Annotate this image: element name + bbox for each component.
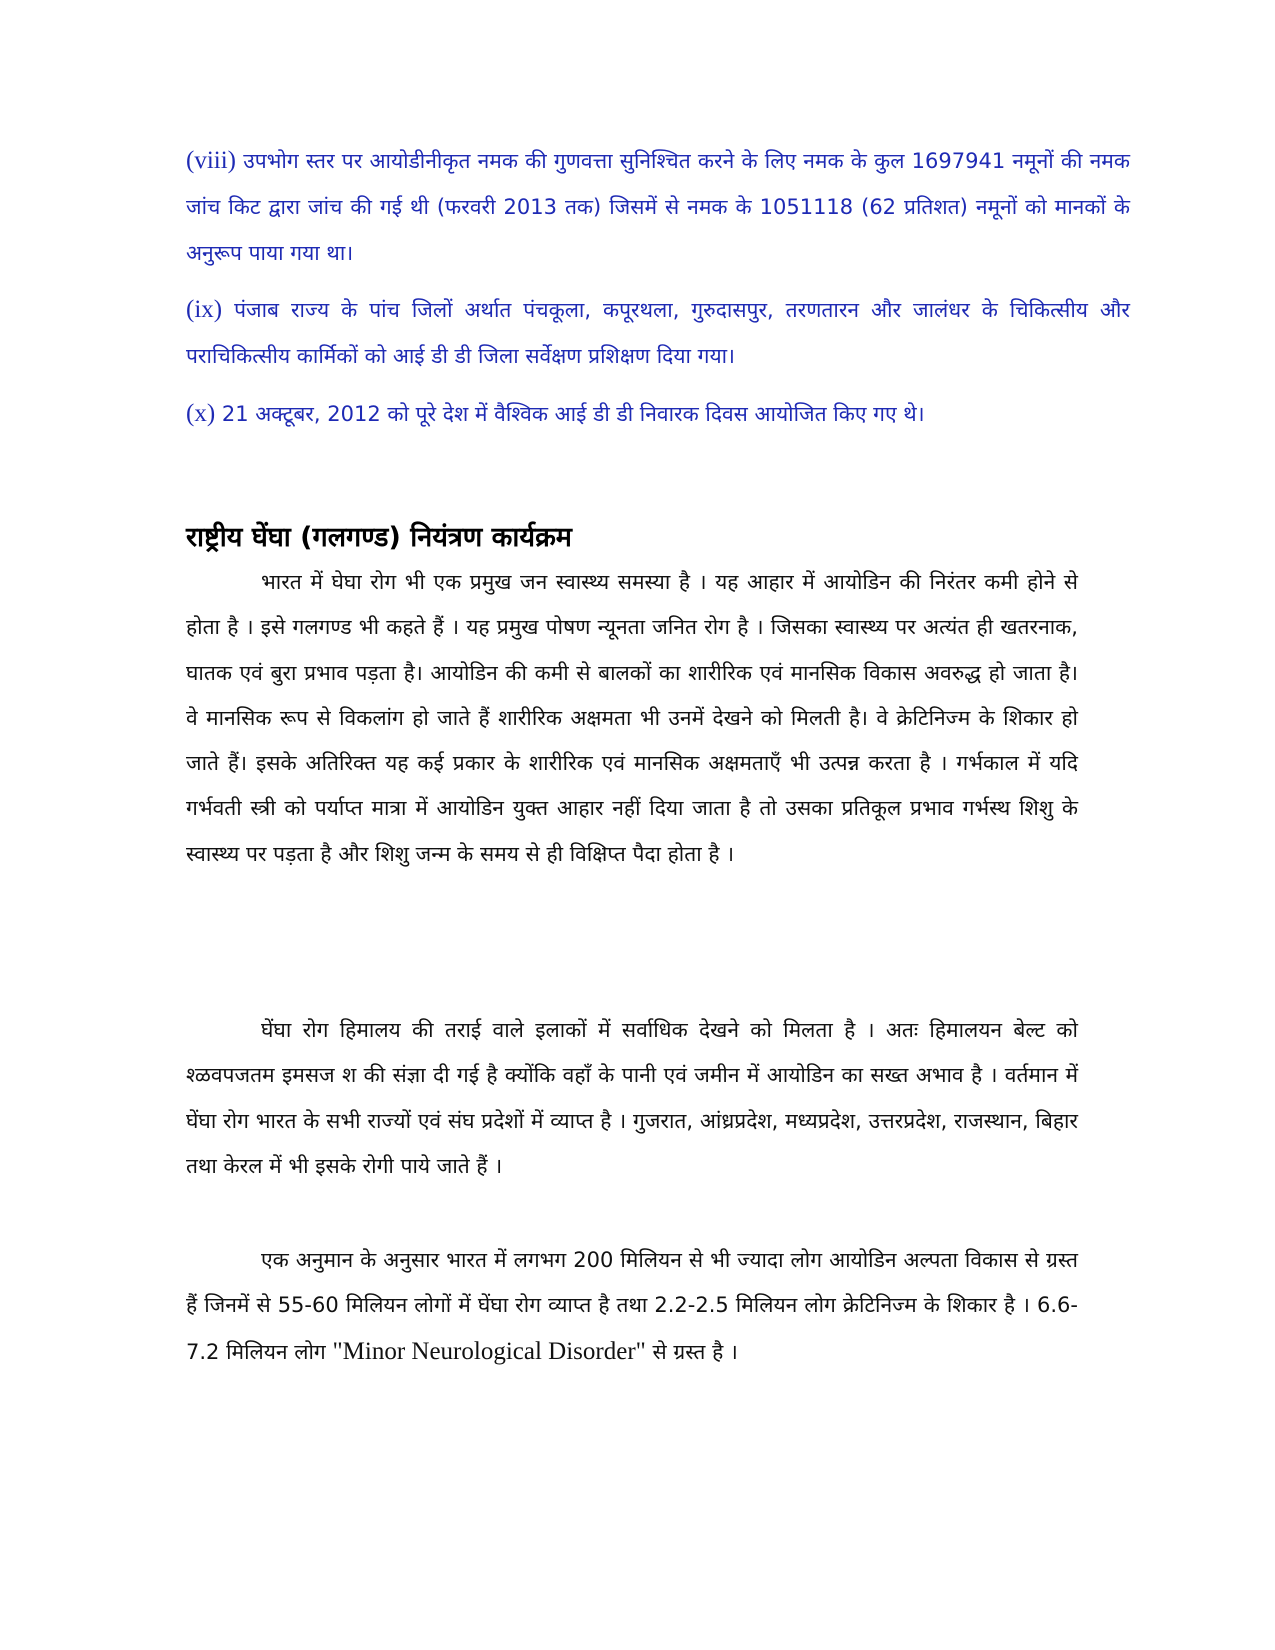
list-number: (viii) bbox=[186, 147, 236, 174]
paragraph-text: एक अनुमान के अनुसार भारत में लगभग 200 मिलियन से भी ज्यादा लोग आयोडिन अल्पता विकास से ग्रस्त हैं जिनमें से 55-60 मिलियन लोगों में घेंघा रोग व्याप्त है तथा 2.2-2.5 मिलियन लोग क्रेटिनिज्म के शिकार है । 6.6-7.2 मिलियन लोग bbox=[186, 1248, 1078, 1364]
body-paragraph: भारत में घेघा रोग भी एक प्रमुख जन स्वास्थ्य समस्या है । यह आहार में आयोडिन की निरंतर कमी होने से होता है । इसे गलगण्ड भी कहते हैं । यह प्रमुख पोषण न्यूनता जनित रोग है । जिसका स्वास्थ्य पर अत्यंत ही खतरनाक, घातक एवं बुरा प्रभाव पड़ता है। आयोडिन की कमी से बालकों का शारीरिक एवं मानसिक विकास अवरुद्ध हो जाता है। वे मानसिक रूप से विकलांग हो जाते हैं शारीरिक अक्षमता भी उनमें देखने को मिलती है। वे क्रेटिनिज्म के शिकार हो जाते हैं। इसके अतिरिक्त यह कई प्रकार के शारीरिक एवं मानसिक अक्षमताएँ भी उत्पन्न करता है । गर्भकाल में यदि गर्भवती स्त्री को पर्याप्त मात्रा में आयोडिन युक्त आहार नहीं दिया जाता है तो उसका प्रतिकूल प्रभाव गर्भस्थ शिशु के स्वास्थ्य पर पड़ता है और शिशु जन्म के समय से ही विक्षिप्त पैदा होता है । bbox=[186, 570, 1078, 866]
list-item-ix bbox=[186, 287, 1130, 379]
list-item-x bbox=[186, 391, 1130, 437]
list-item-viii bbox=[186, 138, 1130, 276]
body-paragraph bbox=[186, 1238, 1078, 1375]
list-number: (ix) bbox=[186, 296, 223, 323]
body-paragraph: घेंघा रोग हिमालय की तराई वाले इलाकों में सर्वाधिक देखने को मिलता है । अतः हिमालयन बेल्ट को श्ळवपजतम इमसज श की संज्ञा दी गई है क्योंकि वहाँ के पानी एवं जमीन में आयोडिन का सख्त अभाव है । वर्तमान में घेंघा रोग भारत के सभी राज्यों एवं संघ प्रदेशों में व्याप्त है । गुजरात, आंध्रप्रदेश, मध्यप्रदेश, उत्तरप्रदेश, राजस्थान, बिहार तथा केरल में भी इसके रोगी पाये जाते हैं । bbox=[186, 1018, 1078, 1178]
english-term: "Minor Neurological Disorder" bbox=[332, 1337, 646, 1365]
list-text: पंजाब राज्य के पांच जिलों अर्थात पंचकूला, कपूरथला, गुरुदासपुर, तरणतारन और जालंधर के चिकित्सीय और पराचिकित्सीय कार्मिकों को आई डी डी जिला सर्वेक्षण प्रशिक्षण दिया गया। bbox=[186, 298, 1130, 368]
section-heading: राष्ट्रीय घेंघा (गलगण्ड) नियंत्रण कार्यक्रम bbox=[186, 522, 572, 553]
list-text: उपभोग स्तर पर आयोडीनीकृत नमक की गुणवत्ता सुनिश्चित करने के लिए नमक के कुल 1697941 नमूनों की नमक जांच किट द्वारा जांच की गई थी (फरवरी 2013 तक) जिसमें से नमक के 1051118 (62 प्रतिशत) नमूनों को मानकों के अनुरूप पाया गया था। bbox=[186, 149, 1130, 265]
list-number: (x) bbox=[186, 400, 216, 427]
list-text: 21 अक्टूबर, 2012 को पूरे देश में वैश्विक आई डी डी निवारक दिवस आयोजित किए गए थे। bbox=[221, 402, 925, 426]
paragraph-tail: से ग्रस्त है । bbox=[652, 1339, 738, 1364]
